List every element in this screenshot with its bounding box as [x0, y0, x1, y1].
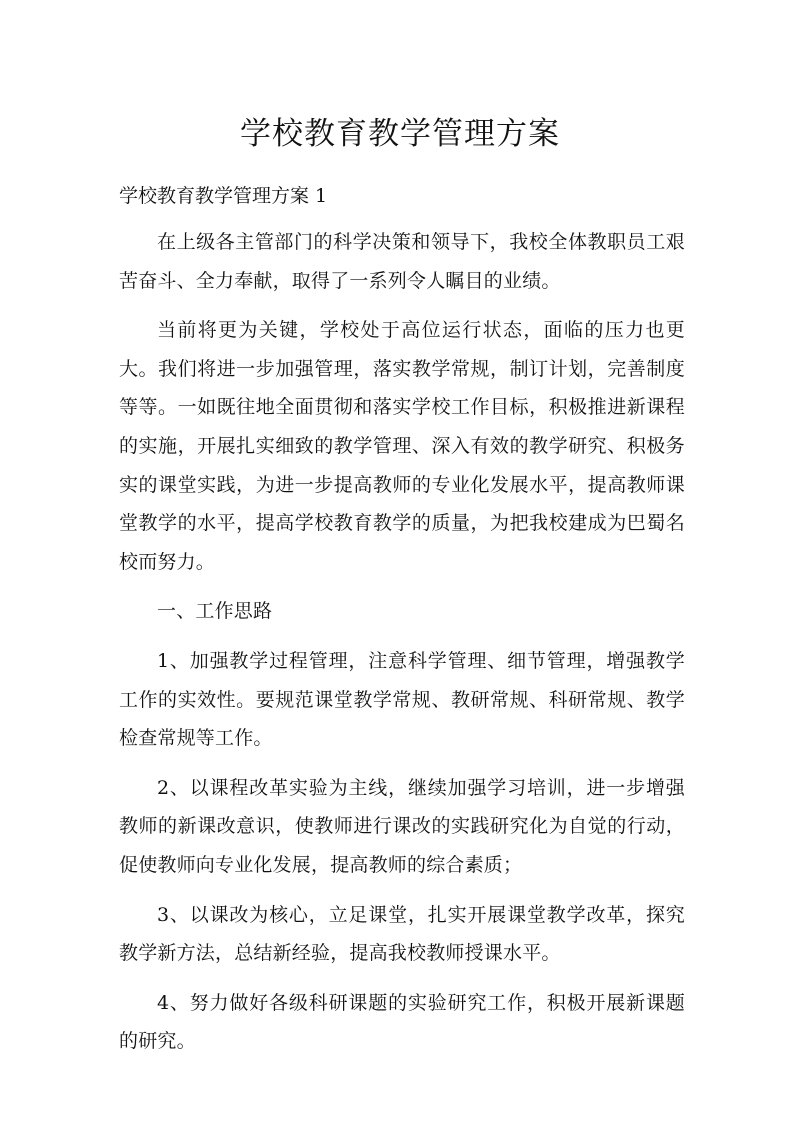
list-item-3: 3、以课改为核心，立足课堂，扎实开展课堂教学改革，探究教学新方法，总结新经验，提高我校教师授课水平。: [119, 903, 685, 965]
list-item-1: 1、加强教学过程管理，注意科学管理、细节管理，增强教学工作的实效性。要规范课堂教学常规、教研常规、科研常规、教学检查常规等工作。: [119, 649, 685, 750]
document-subtitle: 学校教育教学管理方案 1: [119, 185, 328, 207]
list-item-4: 4、努力做好各级科研课题的实验研究工作，积极开展新课题的研究。: [119, 991, 685, 1053]
document-title: 学校教育教学管理方案: [240, 116, 560, 152]
paragraph-current-situation: 当前将更为关键，学校处于高位运行状态，面临的压力也更大。我们将进一步加强管理，落实教学常规，制订计划，完善制度等等。一如既往地全面贯彻和落实学校工作目标，积极推进新课程的实施，开展扎实细致的教学管理、深入有效的教学研究、积极务实的课堂实践，为进一步提高教师的专业化发展水平，提高教师课堂教学的水平，提高学校教育教学的质量，为把我校建成为巴蜀名校而努力。: [119, 319, 685, 573]
document-body: [119, 223, 685, 1072]
list-item-2: 2、以课程改革实验为主线，继续加强学习培训，进一步增强教师的新课改意识，使教师进行课改的实践研究化为自觉的行动，促使教师向专业化发展，提高教师的综合素质；: [119, 776, 685, 876]
section-heading-work-ideas: 一、工作思路: [157, 600, 273, 623]
paragraph-intro: 在上级各主管部门的科学决策和领导下，我校全体教职员工艰苦奋斗、全力奉献，取得了一系列令人瞩目的业绩。: [119, 231, 685, 292]
